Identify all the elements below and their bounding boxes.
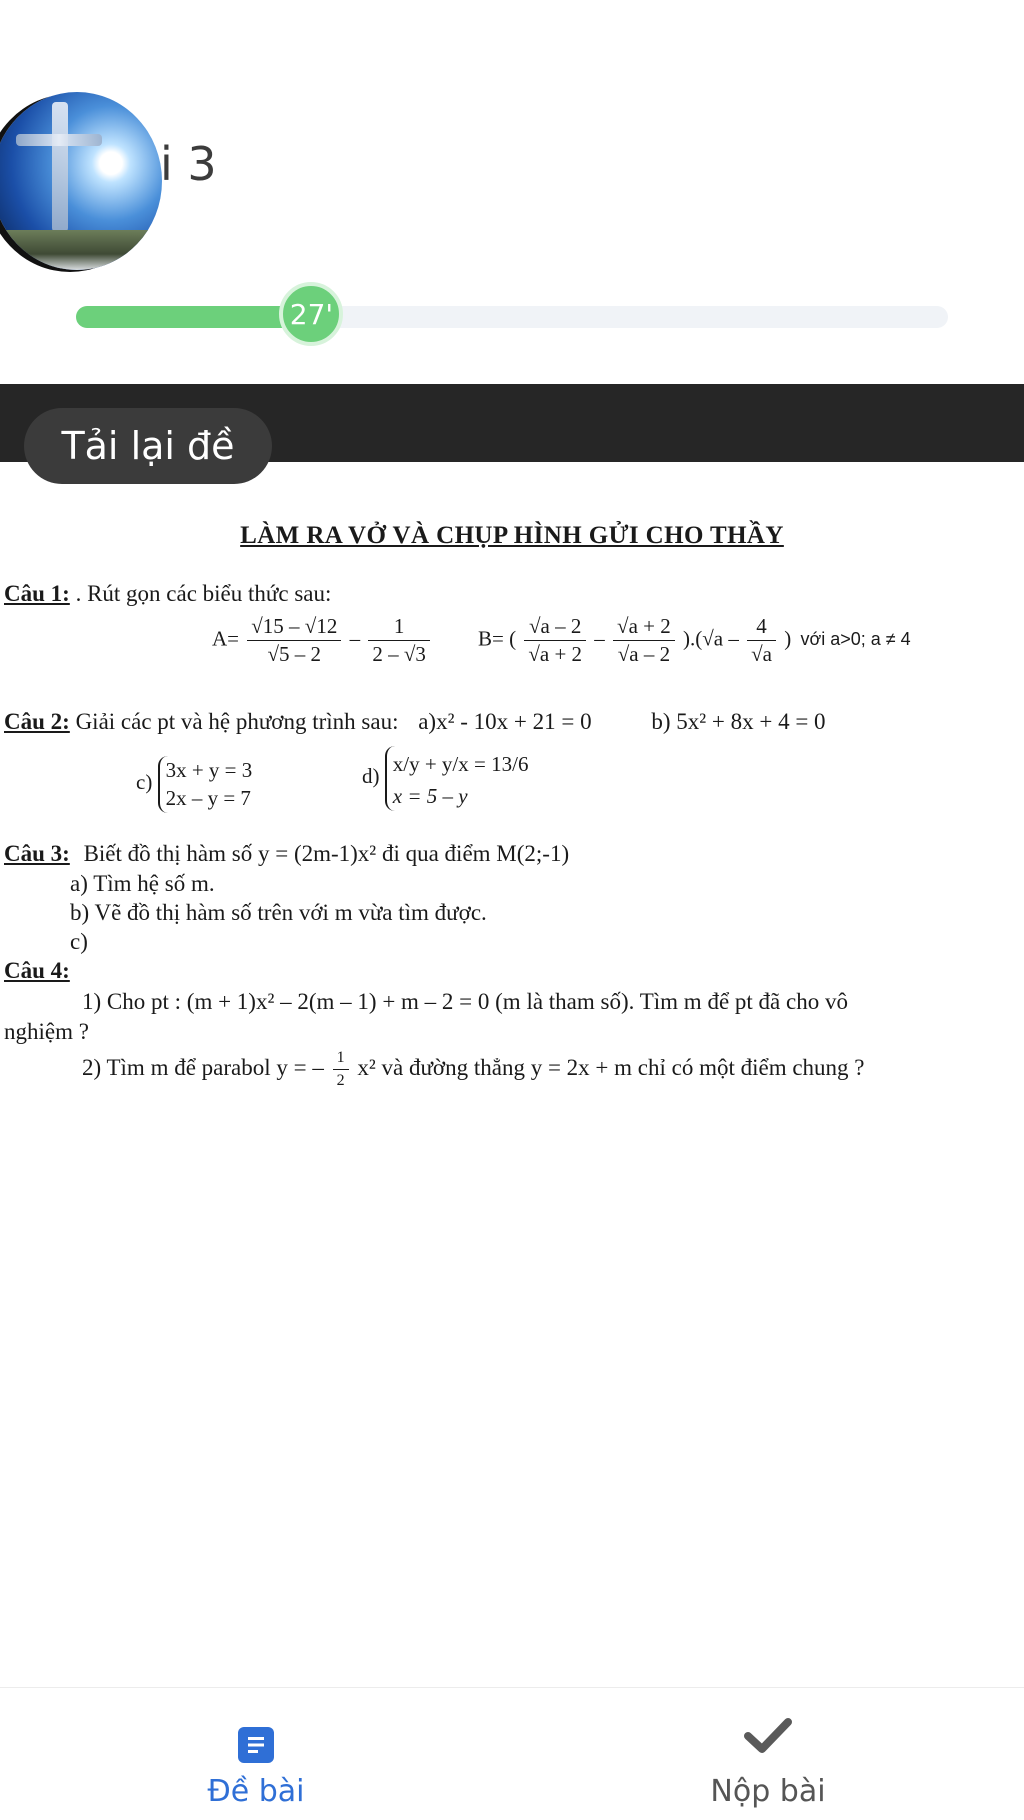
tab-problem-label: Đề bài — [207, 1774, 305, 1809]
bottom-nav — [0, 1687, 1024, 1820]
tab-problem[interactable] — [0, 1688, 512, 1820]
q2-d-eq1: x/y + y/x = 13/6 — [392, 752, 529, 776]
q4-p1: 1) Cho pt : (m + 1)x² – 2(m – 1) + m – 2 = 0 (m là tham số). Tìm m để pt đã cho vô — [82, 989, 848, 1014]
q3-b: b) Vẽ đồ thị hàm số trên với m vừa tìm được. — [70, 900, 487, 925]
q4-p2-post: x² và đường thẳng y = 2x + m chỉ có một điểm chung ? — [357, 1054, 865, 1080]
exam-document — [0, 510, 1024, 1110]
q1-a-lhs: A= — [212, 626, 240, 651]
q3-label: Câu 3: — [4, 841, 70, 866]
q3-a: a) Tìm hệ số m. — [70, 871, 215, 896]
q4-p1-cont: nghiệm ? — [4, 1019, 89, 1044]
avatar-ground — [0, 230, 162, 270]
q1-condition: với a>0; a ≠ 4 — [800, 629, 911, 650]
q1-expression-b — [478, 616, 911, 665]
q4-p2-pre: 2) Tìm m để parabol y = – — [82, 1054, 324, 1080]
timer-badge: 27' — [279, 282, 343, 346]
q1-text: . Rút gọn các biểu thức sau: — [75, 581, 332, 606]
avatar — [0, 92, 162, 270]
q4-p2-frac — [333, 1050, 349, 1089]
q3-text: Biết đồ thị hàm số y = (2m-1)x² đi qua điểm M(2;-1) — [83, 841, 570, 866]
q1-a-den1: √5 – 2 — [267, 642, 322, 666]
q1-a-den2: 2 – √3 — [372, 642, 426, 666]
q1-b-op: – — [594, 626, 605, 651]
q1-a-frac2 — [368, 616, 430, 665]
q3-line — [4, 842, 569, 865]
q2-c-eq2: 2x – y = 7 — [165, 786, 251, 811]
q1-b-den2: √a – 2 — [617, 642, 671, 666]
q2-d-eq2: x = 5 – y — [392, 784, 468, 809]
doc-heading: LÀM RA VỞ VÀ CHỤP HÌNH GỬI CHO THẦY — [240, 522, 784, 549]
q2-c — [136, 756, 252, 813]
q4-p2 — [82, 1050, 865, 1089]
q2-d-system — [385, 746, 529, 811]
tab-submit[interactable] — [512, 1688, 1024, 1820]
q4-p2-num: 1 — [333, 1050, 349, 1070]
q1-b-frac2 — [613, 616, 675, 665]
q1-a-num1: √15 – √12 — [247, 616, 341, 641]
q1-b-num2: √a + 2 — [613, 616, 675, 641]
q1-b-mid: ).(√a – — [683, 626, 739, 651]
q1-a-frac1 — [247, 616, 341, 665]
q2-c-label: c) — [136, 770, 153, 795]
reload-exam-button[interactable]: Tải lại đề — [24, 408, 272, 484]
q2-b: b) 5x² + 8x + 4 = 0 — [651, 709, 826, 734]
avatar-cross-horizontal — [16, 134, 102, 146]
timer-fill — [76, 306, 311, 328]
q1-b-end: ) — [784, 626, 792, 651]
q1-b-frac3 — [747, 616, 776, 665]
q1-b-den1: √a + 2 — [528, 642, 583, 666]
q1-label: Câu 1: — [4, 581, 70, 606]
q1-b-num1: √a – 2 — [524, 616, 586, 641]
q1-line — [4, 582, 331, 605]
avatar-cross-vertical — [52, 102, 68, 232]
q3-c: c) — [70, 929, 88, 954]
q1-b-lhs: B= ( — [478, 626, 517, 651]
q1-expression-a — [212, 616, 433, 665]
q2-d-label: d) — [362, 764, 380, 789]
check-icon — [744, 1716, 792, 1756]
q4-p2-den: 2 — [336, 1072, 345, 1089]
q1-b-frac1 — [524, 616, 586, 665]
q1-a-num2: 1 — [368, 616, 430, 641]
q2-c-eq1: 3x + y = 3 — [165, 758, 253, 782]
q2-line — [4, 710, 826, 733]
q1-b-num3: 4 — [747, 616, 776, 641]
q2-a: a)x² - 10x + 21 = 0 — [418, 709, 592, 734]
q1-a-op: – — [349, 626, 361, 651]
page-title: i 3 — [160, 137, 217, 191]
q1-b-den3: √a — [751, 642, 772, 666]
q4-label: Câu 4: — [4, 958, 70, 983]
q2-text: Giải các pt và hệ phương trình sau: — [75, 709, 399, 734]
q2-c-system — [158, 756, 253, 813]
document-icon — [237, 1726, 275, 1764]
tab-submit-label: Nộp bài — [710, 1774, 826, 1809]
q2-d — [362, 746, 528, 811]
q4-line — [4, 959, 70, 982]
q2-label: Câu 2: — [4, 709, 70, 734]
